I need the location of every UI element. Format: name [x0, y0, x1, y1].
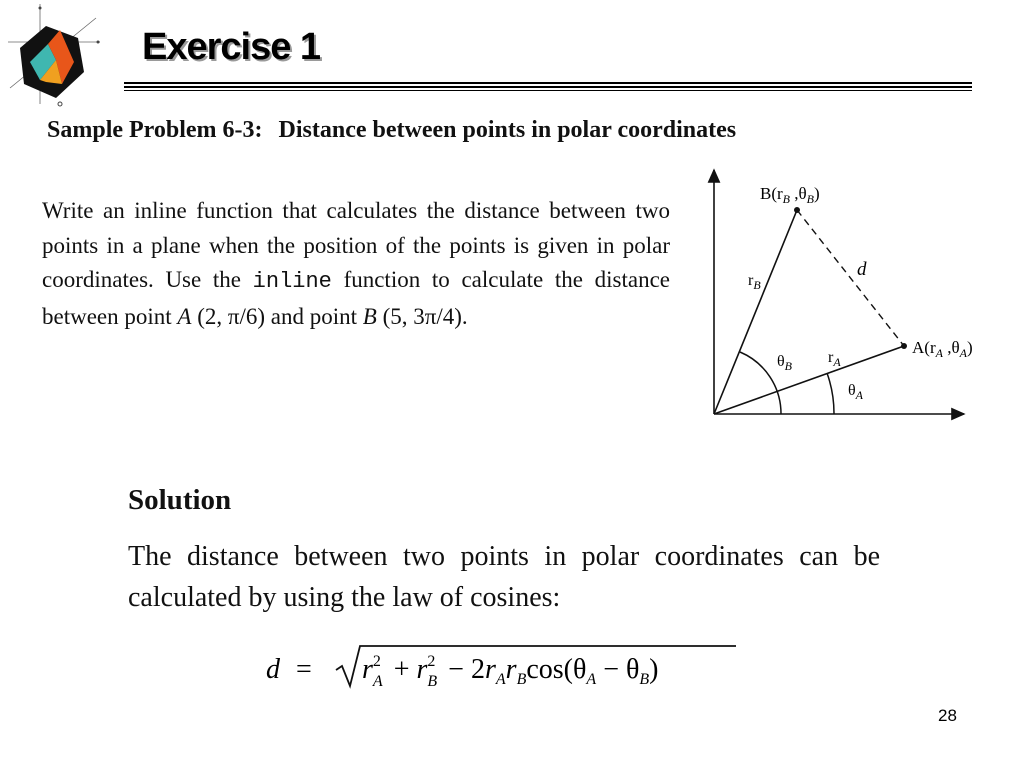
label-ra: $r_A$ [828, 349, 841, 369]
matlab-logo-icon [0, 0, 110, 110]
label-d: d [857, 259, 867, 280]
title-rule [124, 82, 972, 84]
point-b-name: B [362, 303, 377, 329]
angle-arc-b [740, 352, 781, 414]
label-theta-a: $\theta_A$ [848, 382, 864, 402]
point-a-name: A [177, 303, 192, 329]
solution-heading: Solution [128, 484, 232, 516]
svg-text:d: d [266, 654, 280, 685]
svg-text:r2A + r2B − 2rArBcos(θA − θB): $r^2$ $A + r^2$ $B - 2r_Ar_B\cos(\theta_A - \theta_B)$ [362, 653, 659, 690]
svg-text:=: = [296, 654, 312, 685]
label-a: $A(r_A$ $,\theta_A$) [912, 338, 973, 360]
title-rule [124, 90, 972, 91]
law-of-cosines-formula [266, 640, 746, 700]
label-b: $B(r_B$ $,\theta_B$) [760, 184, 820, 206]
problem-text-part: Write an inline function that calculates the distance between two points in a plane when the position of the points is given in polar coordinates. Use the [42, 198, 670, 292]
point-b-coords: (5, 3π/4). [376, 303, 468, 329]
code-word: inline [252, 269, 332, 294]
label-rb: $r_B$ [748, 272, 761, 292]
problem-title: Distance between points in polar coordinates [278, 117, 737, 143]
ray-rb [714, 210, 797, 414]
title-rule [124, 86, 972, 88]
problem-text-part: function to calculate the distance between point [42, 267, 670, 329]
angle-arc-a [827, 373, 834, 414]
label-theta-b: $\theta_B$ [777, 353, 793, 373]
problem-heading [47, 117, 736, 144]
solution-text: The distance between two points in polar coordinates can be calculated by using the law of cosines: [128, 541, 880, 613]
page-number: 28 [938, 706, 957, 725]
ray-ra [714, 346, 904, 414]
problem-statement [42, 194, 670, 334]
distance-d [797, 210, 904, 346]
problem-label: Sample Problem 6-3: [47, 117, 263, 143]
point-a-coords: (2, π/6) and point [191, 303, 363, 329]
point-b [794, 207, 800, 213]
point-a [901, 343, 907, 349]
polar-diagram [700, 160, 1020, 430]
slide-title: Exercise 1 [142, 26, 321, 68]
